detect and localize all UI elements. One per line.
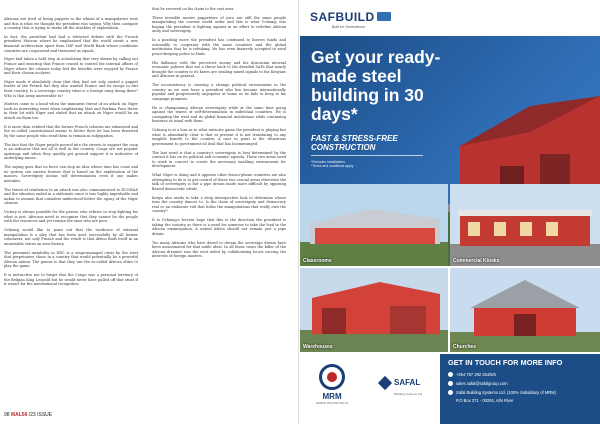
article-paragraph: His dalliance with the perceived enemy and his draconian internal economic policies that are a throw back to the dreaded SAPs that nearly brought the country to its knees are sending mixed signals to the Kenyans and Africans in general.	[152, 60, 286, 79]
issue-tag: MAL56	[10, 412, 28, 418]
mrm-name: MRM	[322, 392, 342, 401]
article-paragraph: Too many Africans who have dared to dream the sovereign dream have been assassinated for that noble ideal. In all those cases the killer of the African dreamer was the west aided by collaborating locals serving the interests of foreign masters.	[152, 240, 286, 259]
label-churches: Churches	[453, 344, 477, 350]
left-article-page	[0, 0, 299, 424]
safal-name: SAFAL	[394, 378, 421, 388]
brand-bar	[300, 0, 600, 36]
mrm-logo	[316, 364, 348, 405]
logo-mark-icon	[377, 12, 391, 21]
article-paragraph: The inconsistency is creating a strange political environment in the country as we now have a president who has become internationally popular and progressively unpopular at home as he fails to keep to his campaign promises.	[152, 83, 286, 101]
classrooms-illustration	[300, 184, 448, 266]
hero-notes	[311, 160, 353, 168]
photo-churches	[450, 268, 600, 352]
advertisement-page	[300, 0, 600, 424]
safal-logo	[380, 374, 423, 396]
location-icon	[448, 390, 453, 395]
brand-tagline: Built for Generations	[332, 25, 365, 29]
contact-phone[interactable]: +254 757 292 364/5/6	[456, 372, 496, 377]
issue-suffix: /23 ISSUE	[27, 412, 53, 418]
article-paragraph: Africans are tired of being puppets to the whims of a manipulative west and this is what we thought the president was saying. Why then castigate a country that is trying to shake off the shackles of exploitation.	[4, 17, 138, 31]
mrm-subtitle: MABATI ROLLING MILLS	[316, 401, 349, 405]
page-folio	[4, 412, 52, 418]
photo-warehouses	[300, 268, 448, 352]
contact-heading: GET IN TOUCH FOR MORE INFO	[448, 358, 563, 367]
article-paragraph: Kenya also needs to take a deep introspective look to determine whose turn the country dances to. Is the claim of sovereignty and democracy real or an elaborate veil that hides the manipulations that really own the country?	[152, 195, 286, 214]
churches-illustration	[450, 268, 600, 352]
article-paragraph: What Niger is doing and it appears other franco-phone countries are also attempting to do is to get control of these two crucial areas otherwise the talk of sovereignty is but a pipe dream made more difficult by opposing flawed democratic ideals.	[152, 173, 286, 191]
article-paragraph: The threat of retaliation to an attack was also communicated to ECOWAS and the situation ended in a stalemate since it was highly improbable and unfair to assume that outsiders understood better the agony of the Niger citizens.	[4, 187, 138, 206]
article-paragraph: These invisible master puppeteers of yore are still the same people manipulating the current world order and this is what Ochiang was hoping the president is fighting against in an effort to redefine African unity and sovereignty.	[152, 15, 286, 34]
article-paragraph: Ochiang is at a loss as to what intricate game the president is playing but what is abundantly clear is that at present it is not translating to any tangible benefit to the country. A case in point is the disastrous government to government oil deal that has boomeranged.	[152, 128, 286, 146]
contact-email[interactable]: sales.safal@safalgroup.com	[456, 381, 508, 386]
page-number: 98	[4, 412, 10, 418]
brand-name: SAFBUILD	[310, 10, 375, 24]
article-column-right	[152, 7, 286, 263]
kiosks-illustration	[450, 184, 600, 266]
article-paragraph: Ochiang would like to point out that the incidence of external manipulation is a ploy that has been used successfully by all former colonizers, not only France and the result is that Africa finds itself in an unenviable status on zero-history.	[4, 228, 138, 246]
note-installations: *Excludes Installations	[311, 160, 345, 164]
email-icon	[448, 381, 453, 386]
article-paragraph: Victory is always possible for the person who refuses to stop fighting for what is just. Africans need to recognize that they cannot be the people with the resources and yet remain the ones who are poor.	[4, 210, 138, 224]
phone-icon	[448, 372, 453, 377]
label-commercial-kiosks: Commercial Kiosks	[453, 258, 500, 264]
mrm-mark-icon	[319, 364, 345, 390]
contact-company: Safal Building Systems Ltd. (100% Subsidiary of MRM)	[456, 390, 556, 395]
article-paragraph: The last word is that a country's sovereignty is best determined by the control it has on its political and economic agenda. These two areas need to work in concert to create the necessary enabling environment for development.	[152, 150, 286, 169]
hero-headline: Get your ready-made steel building in 30 days*	[311, 47, 441, 124]
article-paragraph: It is instructive not to forget that the Congo was a personal territory of the Belgian King Leopold but he would never have pulled off that stunt if it wasn't for the international recognition	[4, 273, 138, 287]
hero-divider	[311, 155, 423, 156]
label-classrooms: Classrooms	[303, 258, 332, 264]
partner-logos	[300, 354, 440, 424]
label-warehouses: Warehouses	[303, 344, 333, 350]
contact-company-row	[448, 390, 556, 395]
article-paragraph: In fact, the president had had a televised debate with the French president Macron where he emphasized that the world needs a new financial architecture apart from IMF and World Bank whose conditions countries are cooperated and treasured as equals.	[4, 34, 138, 53]
safbuild-logo	[310, 10, 391, 24]
article-paragraph: that he received on his claim to the vast area.	[152, 7, 235, 11]
article-paragraph: It is more than evident that the former French colonies are exhausted and the so-called constitutional means to better their lot has been thwarted by the same people who send them to remain in subjugation.	[4, 124, 138, 138]
contact-band	[300, 354, 600, 424]
photo-classrooms	[300, 184, 448, 266]
article-column-left	[4, 17, 138, 291]
article-paragraph: Niger had taken a bold step in actualizing that very dream by calling out France and ensuring that France ceased to control the internal affairs of Niger where the citizens today feel the benefits were enjoyed by France and their chosen acolytes.	[4, 57, 138, 76]
warehouses-illustration	[300, 268, 448, 352]
article-paragraph: It is Ochiang's fervent hope that this is the direction the president is taking the country as there is a need for someone to take the lead in the African emancipation. A united Africa should not remain just a pipe dream.	[152, 218, 286, 236]
article-paragraph: The saying goes that no force can stop an idea whose time has come and no system can survive forever that is based on the exploitation of the masses. Sovereignty means self determination even if one makes mistakes.	[4, 165, 138, 183]
note-terms: *Terms and conditions apply	[311, 164, 354, 168]
safal-subtitle: Building Systems Ltd.	[394, 392, 423, 396]
contact-phone-row	[448, 372, 496, 377]
contact-email-row	[448, 381, 508, 386]
article-paragraph: In a puzzling move the president has continued to borrow funds and ostensibly to cooperate with the same countries and the global institutions that he is rebuking. He has even bizarrely accepted to send peace-keeping police to Haiti.	[152, 38, 286, 56]
article-paragraph: The fact that the Niger people poured into the streets to support the coup is an indicator that not all is well in the country. Coups are not popular uprisings and when they quickly get ground support it is indicative of underlying issues.	[4, 142, 138, 161]
safal-mark-icon	[378, 376, 392, 390]
hero-subheadline: FAST & STRESS-FREE CONSTRUCTION	[311, 134, 398, 152]
article-paragraph: The perennial instability in DRC is a stage-managed crisis by the west that perpetuates chaos in a country that would potentially be a powerful African nation. The genius is that they use the so-called African elites to play the game.	[4, 250, 138, 269]
article-paragraph: Matters came to a head when the imminent threat of an attack on Niger took an interesting twist when neighboring Mali and Burkina Faso threw in their lot with Niger and stated that an attack on Niger would be an attack on them too.	[4, 102, 138, 121]
article-paragraph: Niger made it absolutely clear that they had not only ousted a puppet leader of the French but they also wanted France and its troops to exit their country. Is a sovereign country what is a foreign army doing there? Who is that army answerable to?	[4, 79, 138, 98]
photo-commercial-kiosks	[450, 184, 600, 266]
article-paragraph: He is championing African sovereignty while at the same time going against the tenets of self-determination in individual countries. He is castigating the west and its global financial institutions while continuing business as usual with them.	[152, 105, 286, 124]
contact-address: P.O Box 271 - 00204, Athi River	[456, 398, 514, 403]
